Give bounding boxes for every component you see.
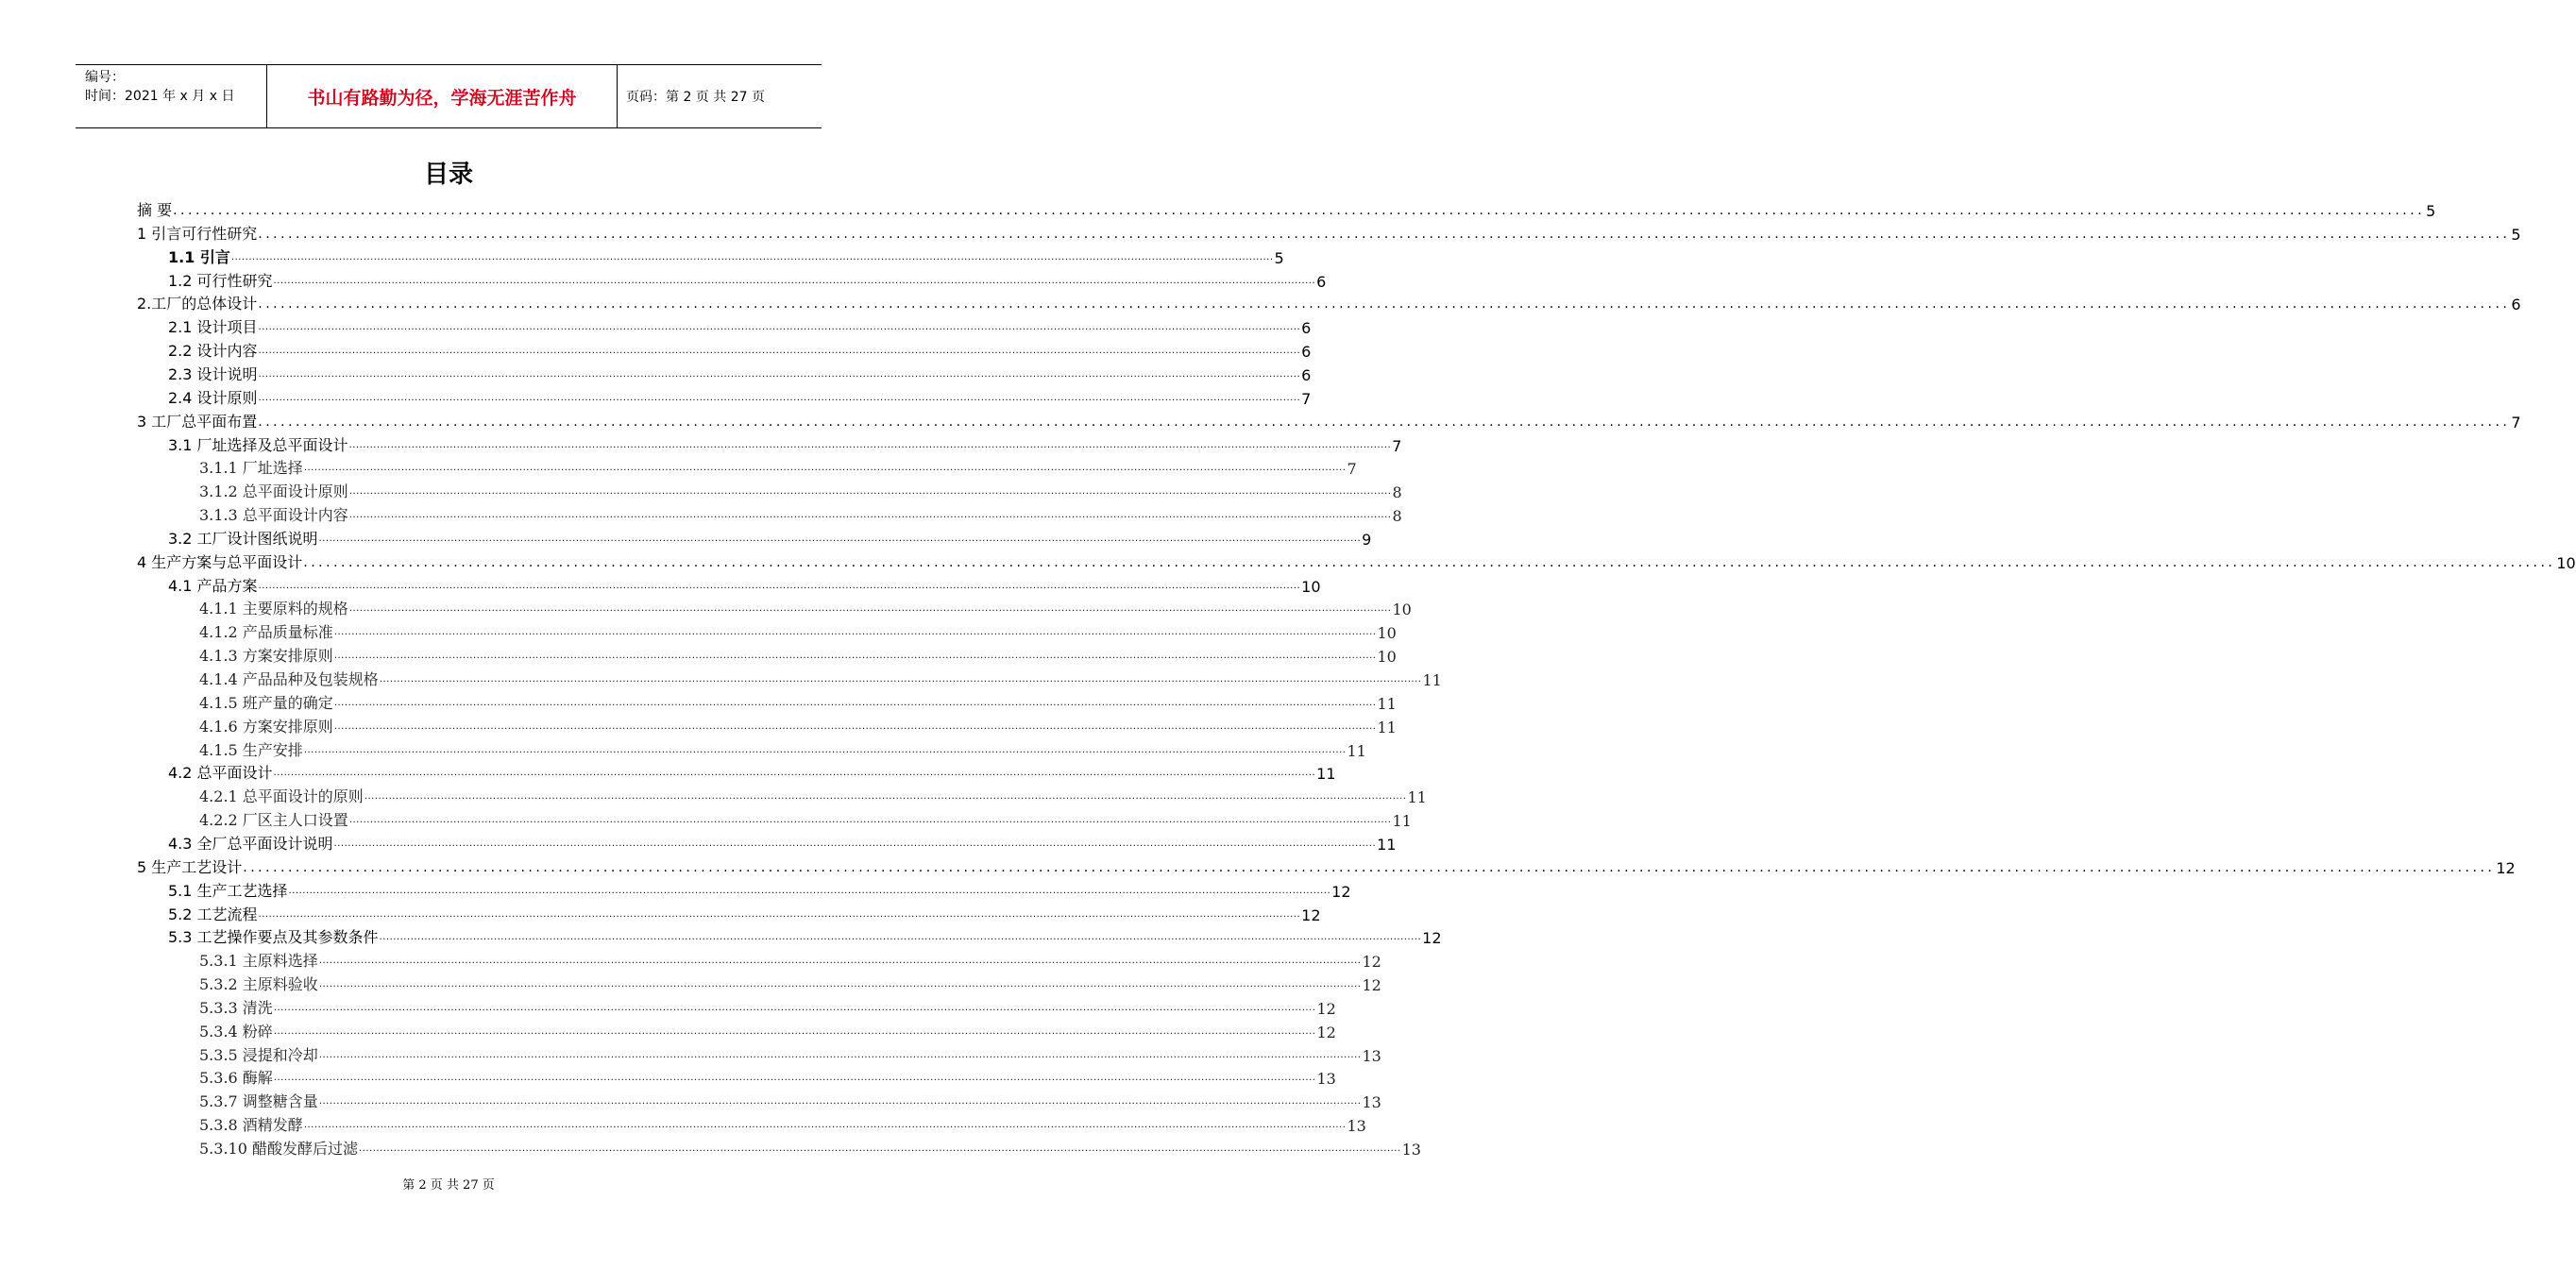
toc-leader-dots: ............................................................................................................................................................................................................................................................................................................: [333, 838, 1377, 849]
toc-entry-title: 5.3 工艺操作要点及其参数条件: [168, 928, 379, 947]
toc-leader-dots: ............................................................................................................................................................................................................................................................................................................: [379, 932, 1422, 943]
toc-entry-title: 4.1.4 产品品种及包装规格: [199, 670, 379, 688]
toc-entry[interactable]: [168, 245, 1284, 267]
toc-entry[interactable]: [168, 760, 1336, 784]
toc-leader-dots: ............................................................................................................................................................................................................................................................................................................: [303, 744, 1347, 755]
toc-entry-title: 4.1.5 生产安排: [199, 740, 303, 759]
toc-entry-title: 3.1.2 总平面设计原则: [199, 482, 348, 501]
toc-entry-page: 10: [1392, 601, 1412, 619]
toc-entry[interactable]: [199, 1089, 1381, 1112]
toc-entry-page: 9: [1362, 530, 1372, 549]
toc-entry-page: 10: [1377, 624, 1397, 643]
toc-entry-title: 2.工厂的总体设计: [137, 295, 258, 313]
toc-entry-page: 10: [1301, 577, 1321, 596]
toc-leader-dots: ............................................................................................................................................................................................................................................................................................................: [348, 486, 1392, 498]
header-motto: 书山有路勤为径，学海无涯苦作舟: [266, 65, 618, 127]
toc-leader-dots: ............................................................................................................................................................................................................................................................................................................: [333, 627, 1377, 638]
toc-entry-page: 13: [1401, 1141, 1421, 1159]
toc-leader-dots: ............................................................................................................................................................................................................................................................................................................: [258, 392, 1301, 403]
toc-entry-page: 13: [1347, 1117, 1366, 1136]
toc-entry-page: 6: [1301, 319, 1312, 338]
toc-entry[interactable]: [199, 502, 1402, 526]
toc-leader-dots: ............................................................................................................................................................................................................................................................................................................: [243, 859, 2496, 875]
toc-entry-title: 4.1.1 主要原料的规格: [199, 600, 348, 618]
toc-entry-page: 13: [1362, 1093, 1381, 1112]
toc-entry-title: 3.1.1 厂址选择: [199, 459, 303, 478]
toc-entry-page: 7: [1392, 436, 1402, 455]
toc-leader-dots: ............................................................................................................................................................................................................................................................................................................: [258, 414, 2511, 430]
toc-entry-title: 5.3.5 浸提和冷却: [199, 1045, 318, 1064]
toc-leader-dots: ............................................................................................................................................................................................................................................................................................................: [318, 979, 1362, 990]
toc-leader-dots: ............................................................................................................................................................................................................................................................................................................: [303, 463, 1347, 474]
toc-entry-title: 4.2.1 总平面设计的原则: [199, 787, 364, 806]
toc-entry-title: 4.3 全厂总平面设计说明: [168, 834, 333, 853]
toc-leader-dots: ............................................................................................................................................................................................................................................................................................................: [288, 885, 1331, 896]
toc-entry[interactable]: [137, 197, 2436, 220]
toc-entry[interactable]: [199, 995, 1336, 1018]
toc-entry[interactable]: [199, 690, 1397, 713]
toc-entry[interactable]: [199, 1065, 1336, 1089]
toc-entry[interactable]: [168, 314, 1312, 338]
toc-entry[interactable]: [199, 1019, 1336, 1041]
toc-leader-dots: ............................................................................................................................................................................................................................................................................................................: [273, 1025, 1316, 1037]
header-time-label: 时间：2021 年 x 月 x 日: [85, 89, 235, 104]
toc-leader-dots: ............................................................................................................................................................................................................................................................................................................: [318, 1096, 1362, 1108]
toc-entry-page: 5: [2511, 225, 2521, 244]
toc-entry-page: 8: [1392, 483, 1402, 502]
toc-leader-dots: ............................................................................................................................................................................................................................................................................................................: [258, 346, 1301, 357]
toc-leader-dots: ............................................................................................................................................................................................................................................................................................................: [348, 439, 1392, 450]
toc-leader-dots: ............................................................................................................................................................................................................................................................................................................: [333, 720, 1377, 732]
toc-leader-dots: ............................................................................................................................................................................................................................................................................................................: [379, 674, 1422, 685]
toc-entry[interactable]: [168, 432, 1402, 455]
toc-entry-title: 1.2 可行性研究: [168, 271, 273, 290]
toc-entry-page: 12: [1301, 905, 1321, 924]
toc-entry[interactable]: [199, 1112, 1366, 1136]
toc-leader-dots: ............................................................................................................................................................................................................................................................................................................: [358, 1143, 1401, 1154]
toc-entry-page: 10: [2556, 553, 2576, 572]
toc-entry-page: 5: [1274, 248, 1284, 267]
toc-entry-title: 2.3 设计说明: [168, 364, 258, 383]
toc-leader-dots: ............................................................................................................................................................................................................................................................................................................: [348, 510, 1392, 521]
toc-entry-page: 11: [1347, 741, 1366, 760]
toc-entry-title: 4 生产方案与总平面设计: [137, 552, 303, 571]
page-title: 目录: [423, 161, 473, 189]
toc-entry[interactable]: [199, 784, 1427, 807]
toc-entry-title: 5.3.1 主原料选择: [199, 952, 318, 971]
toc-entry[interactable]: [137, 221, 2521, 244]
toc-entry[interactable]: [199, 807, 1412, 831]
toc-entry[interactable]: [199, 667, 1442, 689]
toc-entry[interactable]: [168, 831, 1397, 854]
page-footer: 第 2 页 共 27 页: [402, 1178, 495, 1193]
toc-entry-page: 12: [1362, 976, 1381, 995]
toc-entry-page: 11: [1422, 671, 1442, 689]
header-number-label: 编号：: [85, 70, 125, 85]
toc-entry[interactable]: [199, 1136, 1421, 1159]
toc-leader-dots: ............................................................................................................................................................................................................................................................................................................: [333, 651, 1377, 662]
toc-entry[interactable]: [199, 948, 1381, 972]
toc-leader-dots: ............................................................................................................................................................................................................................................................................................................: [348, 815, 1392, 826]
toc-entry-title: 4.1.3 方案安排原则: [199, 647, 333, 666]
toc-leader-dots: ............................................................................................................................................................................................................................................................................................................: [258, 368, 1301, 380]
toc-entry[interactable]: [168, 573, 1321, 596]
toc-entry-title: 5.2 工艺流程: [168, 905, 258, 923]
toc-entry-page: 12: [1362, 953, 1381, 972]
toc-entry-title: 摘 要: [137, 201, 173, 219]
toc-entry-page: 11: [1377, 835, 1397, 854]
toc-entry-page: 6: [1316, 272, 1327, 291]
toc-entry-title: 4.1 产品方案: [168, 576, 258, 595]
toc-entry-title: 1 引言可行性研究: [137, 224, 258, 243]
toc-entry-title: 4.1.2 产品质量标准: [199, 623, 333, 642]
toc-entry[interactable]: [168, 902, 1321, 924]
toc-entry-page: 12: [1316, 1023, 1336, 1041]
toc-leader-dots: ............................................................................................................................................................................................................................................................................................................: [333, 697, 1377, 708]
toc-entry-title: 2.4 设计原则: [168, 388, 258, 407]
toc-leader-dots: ............................................................................................................................................................................................................................................................................................................: [303, 1120, 1347, 1131]
toc-entry-title: 5.3.6 酶解: [199, 1069, 273, 1088]
toc-entry-title: 2.1 设计项目: [168, 318, 258, 337]
toc-entry-title: 3.1 厂址选择及总平面设计: [168, 435, 348, 454]
toc-leader-dots: ............................................................................................................................................................................................................................................................................................................: [273, 275, 1316, 286]
toc-entry[interactable]: [199, 479, 1402, 502]
toc-entry[interactable]: [168, 924, 1442, 948]
toc-leader-dots: ............................................................................................................................................................................................................................................................................................................: [230, 251, 1274, 262]
toc-entry-page: 7: [1347, 460, 1357, 479]
toc-entry[interactable]: [168, 268, 1327, 291]
toc-entry[interactable]: [199, 455, 1357, 479]
toc-entry[interactable]: [199, 596, 1412, 619]
toc-entry-page: 12: [1316, 999, 1336, 1018]
toc-entry-title: 5.3.4 粉碎: [199, 1022, 273, 1041]
toc-entry-title: 5.3.2 主原料验收: [199, 975, 318, 994]
toc-entry[interactable]: [168, 878, 1351, 901]
toc-leader-dots: ............................................................................................................................................................................................................................................................................................................: [258, 908, 1301, 920]
toc-entry-page: 13: [1316, 1070, 1336, 1089]
toc-entry-page: 13: [1362, 1046, 1381, 1065]
toc-leader-dots: ............................................................................................................................................................................................................................................................................................................: [273, 768, 1316, 779]
toc-entry[interactable]: [168, 362, 1312, 384]
toc-entry[interactable]: [137, 291, 2521, 314]
toc-entry-page: 8: [1392, 507, 1402, 526]
toc-entry[interactable]: [168, 526, 1372, 549]
toc-entry-page: 7: [2511, 413, 2521, 431]
toc-entry-page: 11: [1377, 718, 1397, 736]
toc-leader-dots: ............................................................................................................................................................................................................................................................................................................: [364, 791, 1407, 803]
toc-entry-title: 3.2 工厂设计图纸说明: [168, 529, 318, 548]
toc-leader-dots: ............................................................................................................................................................................................................................................................................................................: [258, 322, 1301, 333]
toc-entry-page: 11: [1407, 788, 1427, 807]
toc-leader-dots: ............................................................................................................................................................................................................................................................................................................: [318, 1049, 1362, 1060]
toc-entry-page: 12: [1422, 929, 1442, 948]
header-page-info: 页码：第 2 页 共 27 页: [626, 90, 765, 105]
toc-leader-dots: ............................................................................................................................................................................................................................................................................................................: [273, 1073, 1316, 1084]
toc-leader-dots: ............................................................................................................................................................................................................................................................................................................: [173, 203, 2426, 218]
toc-leader-dots: ............................................................................................................................................................................................................................................................................................................: [258, 580, 1301, 591]
toc-entry-page: 7: [1301, 389, 1312, 408]
toc-entry-title: 5 生产工艺设计: [137, 857, 243, 876]
toc-entry-page: 12: [1331, 882, 1351, 901]
toc-entry-title: 3 工厂总平面布置: [137, 412, 258, 431]
toc-entry-title: 4.1.5 班产量的确定: [199, 693, 333, 712]
toc-entry[interactable]: [199, 1042, 1381, 1065]
toc-entry[interactable]: [199, 619, 1397, 643]
toc-entry-page: 5: [2426, 202, 2436, 220]
toc-entry-title: 5.3.10 醋酸发酵后过滤: [199, 1140, 358, 1158]
toc-entry-title: 4.1.6 方案安排原则: [199, 717, 333, 736]
toc-entry-title: 4.2 总平面设计: [168, 764, 273, 783]
toc-entry-page: 11: [1316, 765, 1336, 784]
toc-leader-dots: ............................................................................................................................................................................................................................................................................................................: [273, 1002, 1316, 1013]
toc-entry-title: 3.1.3 总平面设计内容: [199, 506, 348, 525]
toc-entry[interactable]: [199, 737, 1366, 760]
toc-entry-title: 2.2 设计内容: [168, 342, 258, 361]
toc-entry-title: 1.1 引言: [168, 247, 230, 266]
toc-entry-title: 5.3.3 清洗: [199, 998, 273, 1017]
toc-entry[interactable]: [168, 385, 1312, 408]
toc-leader-dots: ............................................................................................................................................................................................................................................................................................................: [258, 226, 2511, 242]
page-header: [76, 64, 822, 128]
toc-leader-dots: ............................................................................................................................................................................................................................................................................................................: [348, 603, 1392, 615]
toc-entry-page: 11: [1377, 694, 1397, 713]
toc-entry-title: 5.3.8 酒精发酵: [199, 1116, 303, 1135]
toc-entry-title: 5.3.7 调整糖含量: [199, 1092, 318, 1111]
toc-entry-page: 12: [2496, 858, 2516, 877]
toc-entry[interactable]: [137, 854, 2516, 877]
toc-leader-dots: ............................................................................................................................................................................................................................................................................................................: [258, 296, 2511, 313]
toc-entry[interactable]: [168, 338, 1312, 362]
toc-entry-page: 6: [1301, 365, 1312, 384]
toc-entry-page: 6: [2511, 296, 2521, 314]
toc-entry-page: 11: [1392, 812, 1412, 831]
toc-entry[interactable]: [137, 550, 2576, 572]
toc-leader-dots: ............................................................................................................................................................................................................................................................................................................: [318, 956, 1362, 967]
toc-leader-dots: ............................................................................................................................................................................................................................................................................................................: [318, 533, 1362, 544]
toc-entry[interactable]: [199, 643, 1397, 667]
toc-entry-page: 10: [1377, 648, 1397, 667]
toc-entry-title: 4.2.2 厂区主人口设置: [199, 811, 348, 830]
toc-entry[interactable]: [199, 714, 1397, 736]
toc-entry-page: 6: [1301, 343, 1312, 362]
toc-entry[interactable]: [199, 972, 1381, 995]
toc-entry-title: 5.1 生产工艺选择: [168, 881, 288, 900]
toc-leader-dots: ............................................................................................................................................................................................................................................................................................................: [303, 554, 2556, 570]
toc-entry[interactable]: [137, 409, 2521, 431]
header-meta: [76, 65, 266, 127]
